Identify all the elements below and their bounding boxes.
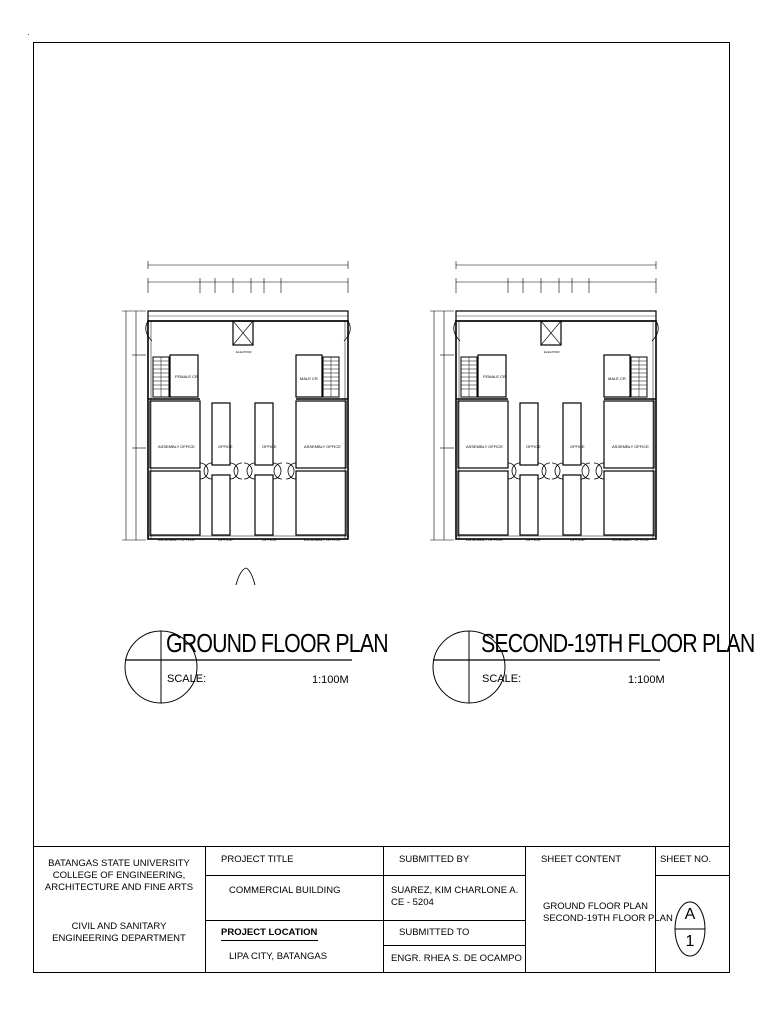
department-line: ENGINEERING DEPARTMENT [52,933,186,944]
ground-scale-label: SCALE: [167,673,207,685]
project-location-underline [221,940,318,941]
room-label: ELEVATOR [544,350,560,354]
room-label: ASSEMBLY OFFICE [158,444,195,449]
submitted-to-label: SUBMITTED TO [399,927,470,938]
room-label: OFFICE [570,537,585,542]
department-block [33,921,205,945]
sheet-content-line: SECOND-19TH FLOOR PLAN [543,913,673,924]
divider [33,846,730,847]
room-label: OFFICE [218,444,233,449]
school-line: BATANGAS STATE UNIVERSITY [48,858,190,869]
room-label: ASSEMBLY OFFICE [466,537,503,542]
divider [525,846,526,973]
upper-scale-label: SCALE: [482,673,522,685]
divider [383,945,525,946]
room-label: OFFICE [262,444,277,449]
project-title-label: PROJECT TITLE [221,854,294,865]
school-line: ARCHITECTURE AND FINE ARTS [44,882,194,893]
submitted-by-label: SUBMITTED BY [399,854,470,865]
submitted-by-name: SUAREZ, KIM CHARLONE A. [391,885,519,896]
divider [655,846,656,973]
submitted-by-section: CE - 5204 [391,897,434,908]
divider [205,846,206,973]
school-line: COLLEGE OF ENGINEERING, [52,870,186,881]
divider [655,875,730,876]
submitted-to-value: ENGR. RHEA S. DE OCAMPO [391,953,522,964]
sheet-content-label: SHEET CONTENT [541,854,622,865]
room-label: OFFICE [218,537,233,542]
room-label: MALE CR [608,376,626,381]
room-label: FEMALE CR [483,374,506,379]
room-label: ASSEMBLY OFFICE [612,444,649,449]
ground-scale-value: 1:100M [312,674,349,686]
room-label: OFFICE [526,444,541,449]
project-location-label: PROJECT LOCATION [221,927,318,938]
sheet-content-line: GROUND FLOOR PLAN [543,901,649,912]
school-name-block [33,858,205,894]
entrance-door-icon [236,568,255,585]
room-label: ASSEMBLY OFFICE [304,444,341,449]
room-label: MALE CR [300,376,318,381]
project-title-value: COMMERCIAL BUILDING [229,885,341,896]
room-label: ASSEMBLY OFFICE [612,537,649,542]
ground-floor-plan-title: GROUND FLOOR PLAN [166,628,388,658]
room-label: ASSEMBLY OFFICE [158,537,195,542]
sheet-no-label: SHEET NO. [660,854,712,865]
sheet-number: 1 [685,933,695,950]
room-label: OFFICE [570,444,585,449]
upper-floor-plan-title: SECOND-19TH FLOOR PLAN [481,628,755,658]
department-line: CIVIL AND SANITARY [71,921,167,932]
divider [383,920,525,921]
room-label: OFFICE [526,537,541,542]
title-block [33,846,730,973]
room-label: ASSEMBLY OFFICE [304,537,341,542]
divider [383,846,384,973]
divider [205,920,383,921]
upper-scale-value: 1:100M [628,674,665,686]
room-label: OFFICE [262,537,277,542]
divider [383,875,525,876]
sheet-letter: A [684,906,696,923]
room-label: ASSEMBLY OFFICE [466,444,503,449]
divider [205,875,383,876]
room-label: FEMALE CR [175,374,198,379]
room-label: ELEVATOR [236,350,252,354]
upper-floor-plan-drawing [430,261,658,540]
project-location-value: LIPA CITY, BATANGAS [229,951,328,962]
